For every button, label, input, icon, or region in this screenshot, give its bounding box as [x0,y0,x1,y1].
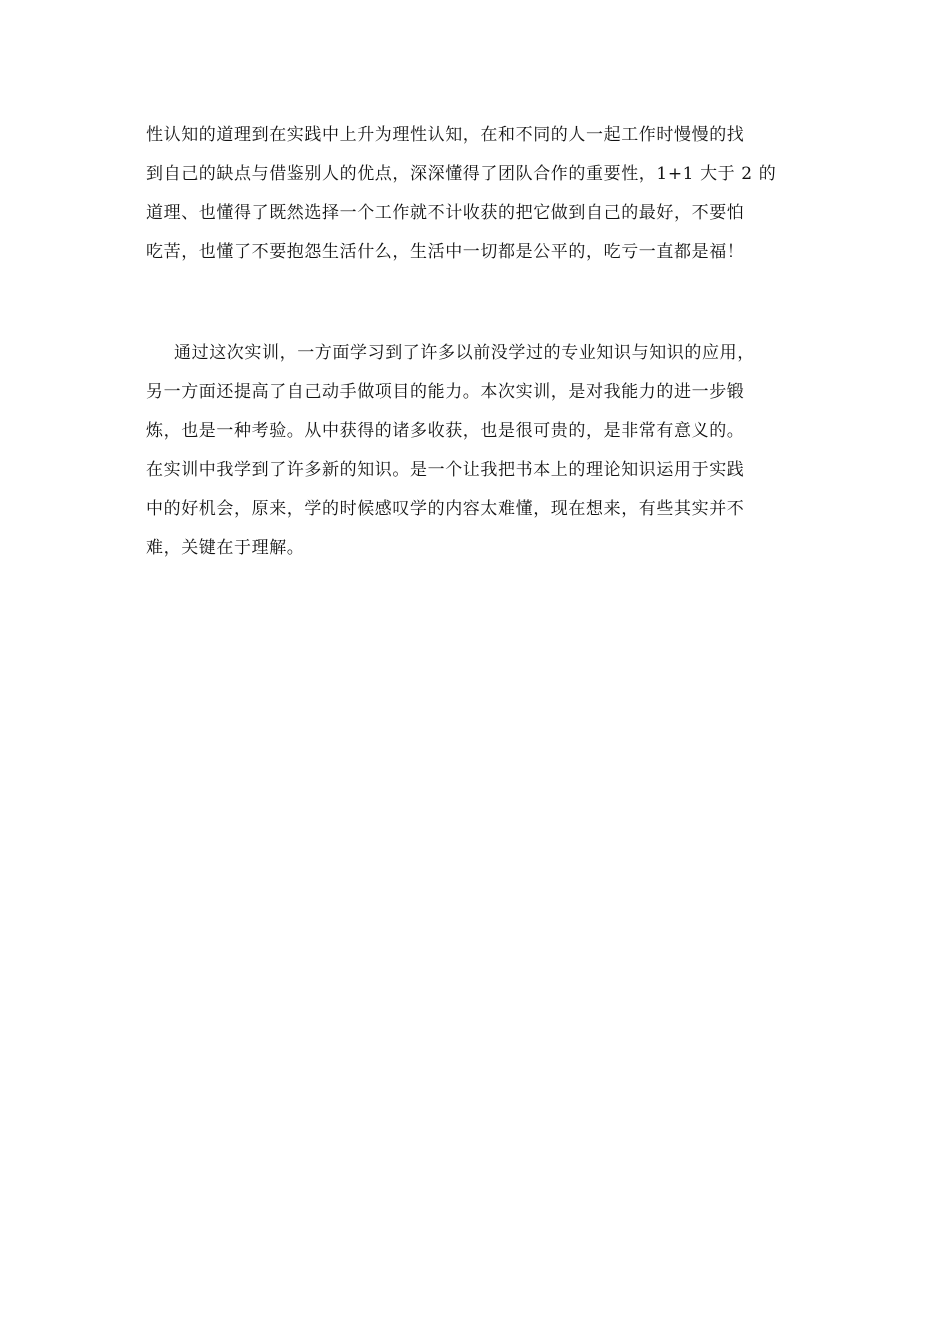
paragraph-line: 到自己的缺点与借鉴别人的优点，深深懂得了团队合作的重要性，1+1 大于 2 的 [146,164,777,184]
paragraph-line: 性认知的道理到在实践中上升为理性认知，在和不同的人一起工作时慢慢的找 [146,125,745,145]
paragraph-line: 难，关键在于理解。 [146,538,305,558]
paragraph-line: 道理、也懂得了既然选择一个工作就不计收获的把它做到自己的最好，不要怕 [146,203,745,223]
paragraph-line: 中的好机会，原来，学的时候感叹学的内容太难懂，现在想来，有些其实并不 [146,499,745,519]
paragraph-line: 炼，也是一种考验。从中获得的诸多收获，也是很可贵的，是非常有意义的。 [146,421,745,441]
paragraph-line: 在实训中我学到了许多新的知识。是一个让我把书本上的理论知识运用于实践 [146,460,745,480]
paragraph-line: 通过这次实训，一方面学习到了许多以前没学过的专业知识与知识的应用， [174,343,755,363]
paragraph-line: 另一方面还提高了自己动手做项目的能力。本次实训，是对我能力的进一步锻 [146,382,745,402]
paragraph-line: 吃苦，也懂了不要抱怨生活什么，生活中一切都是公平的，吃亏一直都是福！ [146,242,745,262]
